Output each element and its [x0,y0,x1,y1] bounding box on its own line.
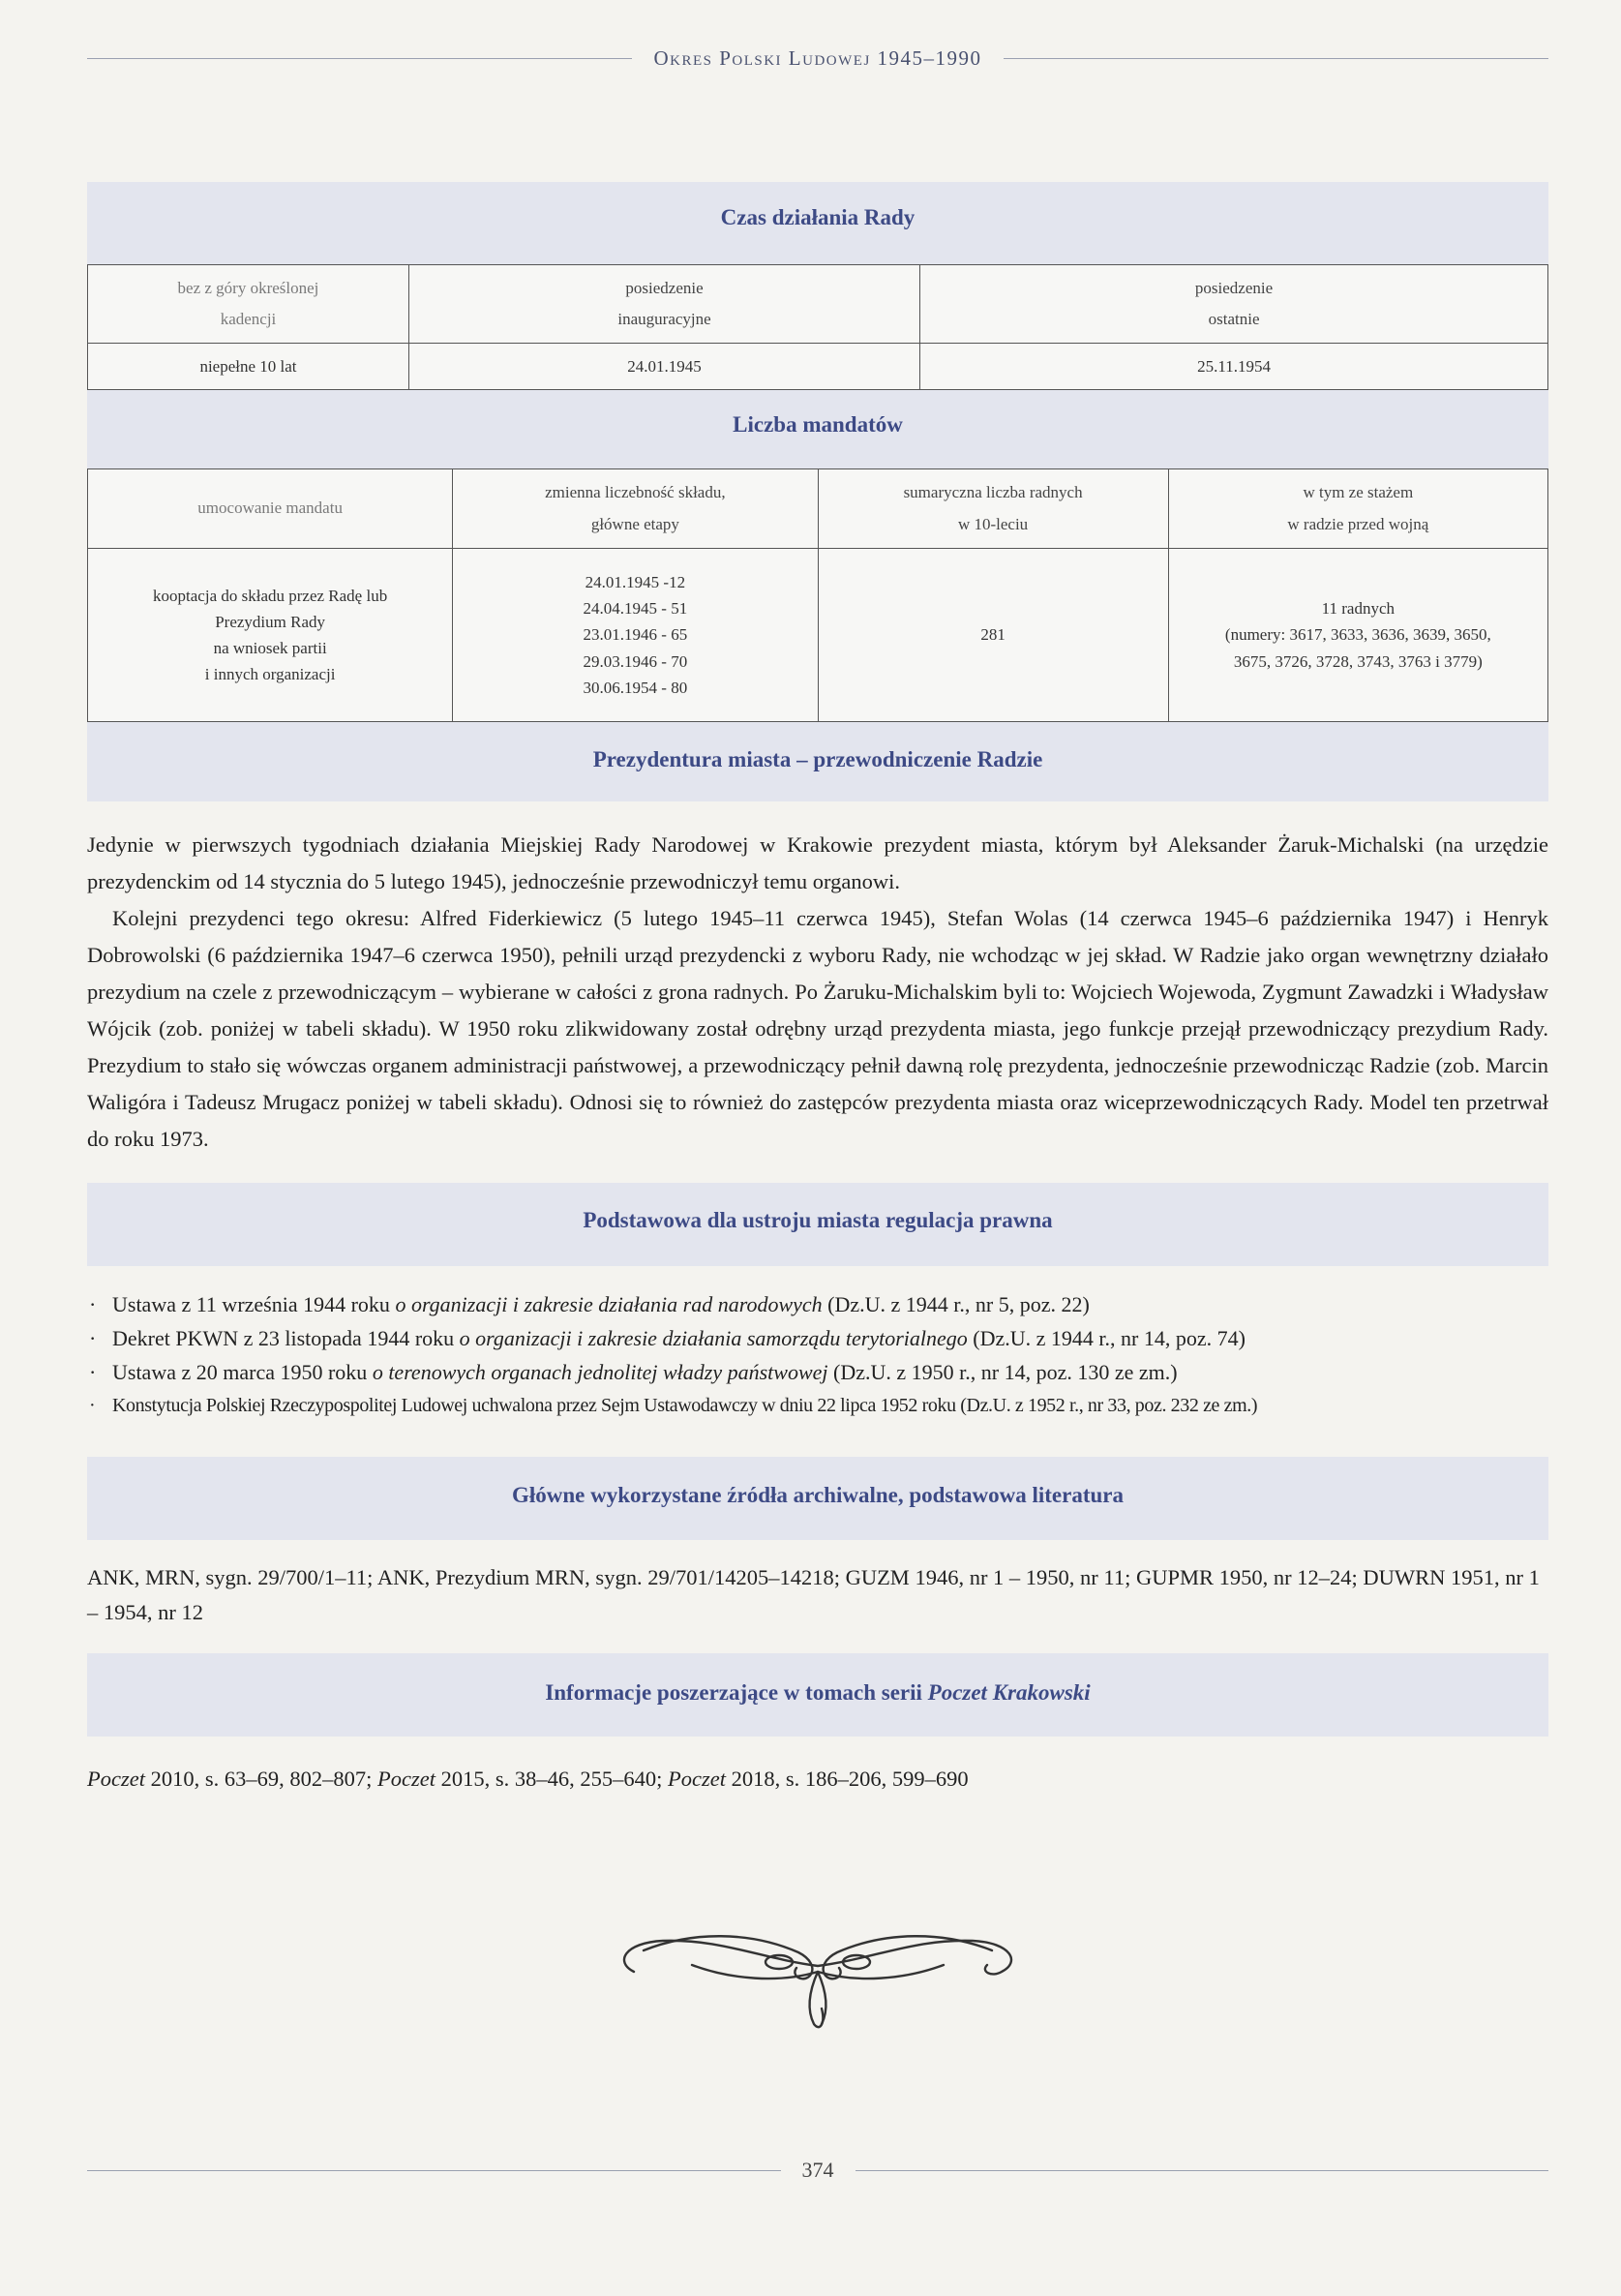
ref-series: Poczet [87,1767,145,1791]
czas-header-inauguracyjne-line2: inauguracyjne [617,310,711,329]
mandaty-value-staz [1168,549,1547,722]
ref-series: Poczet [377,1767,435,1791]
prezydentura-paragraph-1: Jedynie w pierwszych tygodniach działania Miejskiej Rady Narodowej w Krakowie prezydent miasta, którym był Aleksander Żaruk-Michalski (na urzędzie prezydenckim od 14 stycznia do 5 lutego 1945), jednocześnie przewodniczył temu organowi. [87,832,1548,893]
umocowanie-line: na wniosek partii [213,639,327,657]
czas-value-ostatnie: 25.11.1954 [920,344,1548,390]
mandaty-header-staz-line2: w radzie przed wojną [1287,514,1429,533]
flourish-ornament-icon [605,1912,1031,2038]
running-header-title: Okres Polski Ludowej 1945–1990 [653,45,982,70]
mandaty-header-sumaryczna-line1: sumaryczna liczba radnych [903,483,1083,502]
prezydentura-title: Prezydentura miasta – przewodniczenie Radzie [592,747,1043,771]
ref-series: Poczet [668,1767,726,1791]
regulacja-item [87,1355,1558,1389]
mandaty-value-umocowanie [88,549,453,722]
mandaty-value-row [88,549,1548,722]
czas-value-row [88,344,1548,390]
regulacja-item [87,1321,1558,1355]
czas-header-ostatnie [920,265,1548,344]
informacje-title-text: Informacje poszerzające w tomach serii [545,1680,928,1705]
czas-header-inauguracyjne [408,265,919,344]
informacje-refs [87,1762,1548,1797]
regulacja-list [87,1287,1558,1423]
czas-header-ostatnie-line2: ostatnie [1208,310,1260,329]
footer-rule-left [87,2170,781,2171]
staz-line: 3675, 3726, 3728, 3743, 3763 i 3779) [1233,651,1483,671]
mandaty-title: Liczba mandatów [733,412,903,437]
page-number: 374 [801,2158,834,2182]
umocowanie-line: kooptacja do składu przez Radę lub [153,586,388,605]
umocowanie-line: i innych organizacji [204,665,336,684]
prezydentura-paragraph-2: Kolejni prezydenci tego okresu: Alfred Fiderkiewicz (5 lutego 1945–11 czerwca 1945), Stefan Wolas (14 czerwca 1945–6 października 1947) i Henryk Dobrowolski (6 października 1947–6 czerwca 1950), pełnili urząd prezydencki z wyboru Rady, nie wchodząc w jej skład. W Radzie jako organ wewnętrzny działało prezydium na czele z przewodniczącym – wybierane w całości z grona radnych. Po Żaruku-Michalskim byli to: Wojciech Wojewoda, Zygmunt Zawadzki i Władysław Wójcik (zob. poniżej w tabeli składu). W 1950 roku zlikwidowany został odrębny urząd prezydenta miasta, jego funkcje przejął przewodniczący prezydium Rady. Prezydium to stało się wówczas organem administracji państwowej, a przewodniczący pełnił dawną rolę prezydenta, jednocześnie przewodnicząc Radzie (zob. Marcin Waligóra i Tadeusz Mrugacz poniżej w tabeli składu). Odnosi się to również do zastępców prezydenta miasta oraz wiceprzewodniczących Rady. Model ten przetrwał do roku 1973. [87,906,1548,1151]
informacje-title [87,1680,1548,1706]
czas-header-ostatnie-line1: posiedzenie [1194,278,1274,297]
czas-value-kadencja: niepełne 10 lat [88,344,409,390]
regulacja-item-text: Konstytucja Polskiej Rzeczypospolitej Ludowej uchwalona przez Sejm Ustawodawczy w dniu 22 lipca 1952 roku (Dz.U. z 1952 r., nr 33, poz. 232 ze zm.) [112,1395,1258,1416]
umocowanie-line: Prezydium Rady [215,612,326,631]
etap-item: 24.04.1945 - 51 [583,599,688,619]
mandaty-header-row [88,469,1548,549]
czas-header-kadencja-line1: bez z góry określonej [177,278,319,297]
regulacja-item [87,1389,1558,1423]
header-rule-left [87,58,632,59]
mandaty-header-etapy-line1: zmienna liczebność składu, [545,483,726,502]
regulacja-item-title: o organizacji i zakresie działania samorządu terytorialnego [459,1326,968,1350]
regulacja-item-text: Ustawa z 11 września 1944 roku [112,1292,396,1316]
mandaty-value-sumaryczna: 281 [818,549,1168,722]
running-header [87,41,1548,76]
regulacja-title: Podstawowa dla ustroju miasta regulacja prawna [583,1208,1053,1232]
etap-item: 30.06.1954 - 80 [583,678,688,697]
staz-line: 11 radnych [1321,599,1396,619]
ref-pages: 2018, s. 186–206, 599–690 [725,1767,969,1791]
mandaty-header-sumaryczna-line2: w 10-leciu [957,514,1029,533]
czas-table [87,264,1548,390]
page-footer [87,2151,1548,2190]
regulacja-item-ref: (Dz.U. z 1944 r., nr 5, poz. 22) [822,1292,1090,1316]
mandaty-header-staz [1168,469,1547,549]
mandaty-value-etapy [453,549,818,722]
etap-item: 29.03.1946 - 70 [583,651,688,671]
prezydentura-body [87,827,1548,1158]
regulacja-item [87,1287,1558,1321]
czas-value-inauguracyjne: 24.01.1945 [408,344,919,390]
czas-header-kadencja-line2: kadencji [220,310,277,329]
mandaty-header-umocowanie: umocowanie mandatu [88,469,453,549]
informacje-title-series: Poczet Krakowski [927,1680,1091,1705]
regulacja-item-ref: (Dz.U. z 1950 r., nr 14, poz. 130 ze zm.) [827,1360,1178,1384]
staz-line: (numery: 3617, 3633, 3636, 3639, 3650, [1224,625,1491,645]
zrodla-title: Główne wykorzystane źródła archiwalne, podstawowa literatura [511,1483,1125,1507]
regulacja-item-ref: (Dz.U. z 1944 r., nr 14, poz. 74) [967,1326,1246,1350]
mandaty-header-staz-line1: w tym ze stażem [1303,483,1414,502]
regulacja-item-title: o terenowych organach jednolitej władzy państwowej [372,1360,828,1384]
zrodla-text: ANK, MRN, sygn. 29/700/1–11; ANK, Prezydium MRN, sygn. 29/701/14205–14218; GUZM 1946, nr 1 – 1950, nr 11; GUPMR 1950, nr 12–24; DUWRN 1951, nr 1 – 1954, nr 12 [87,1565,1540,1624]
czas-header-kadencja [88,265,409,344]
regulacja-item-title: o organizacji i zakresie działania rad narodowych [395,1292,823,1316]
footer-rule-right [856,2170,1549,2171]
mandaty-header-sumaryczna [818,469,1168,549]
etap-item: 23.01.1946 - 65 [583,625,688,645]
header-rule-right [1004,58,1548,59]
etap-item: 24.01.1945 -12 [585,573,686,592]
ref-pages: 2010, s. 63–69, 802–807; [144,1767,377,1791]
czas-header-inauguracyjne-line1: posiedzenie [625,278,704,297]
mandaty-header-etapy [453,469,818,549]
czas-header-row [88,265,1548,344]
mandaty-table [87,468,1548,722]
regulacja-item-text: Ustawa z 20 marca 1950 roku [112,1360,373,1384]
mandaty-header-etapy-line2: główne etapy [590,514,679,533]
czas-title: Czas działania Rady [720,205,916,229]
ref-pages: 2015, s. 38–46, 255–640; [435,1767,668,1791]
regulacja-item-text: Dekret PKWN z 23 listopada 1944 roku [112,1326,460,1350]
